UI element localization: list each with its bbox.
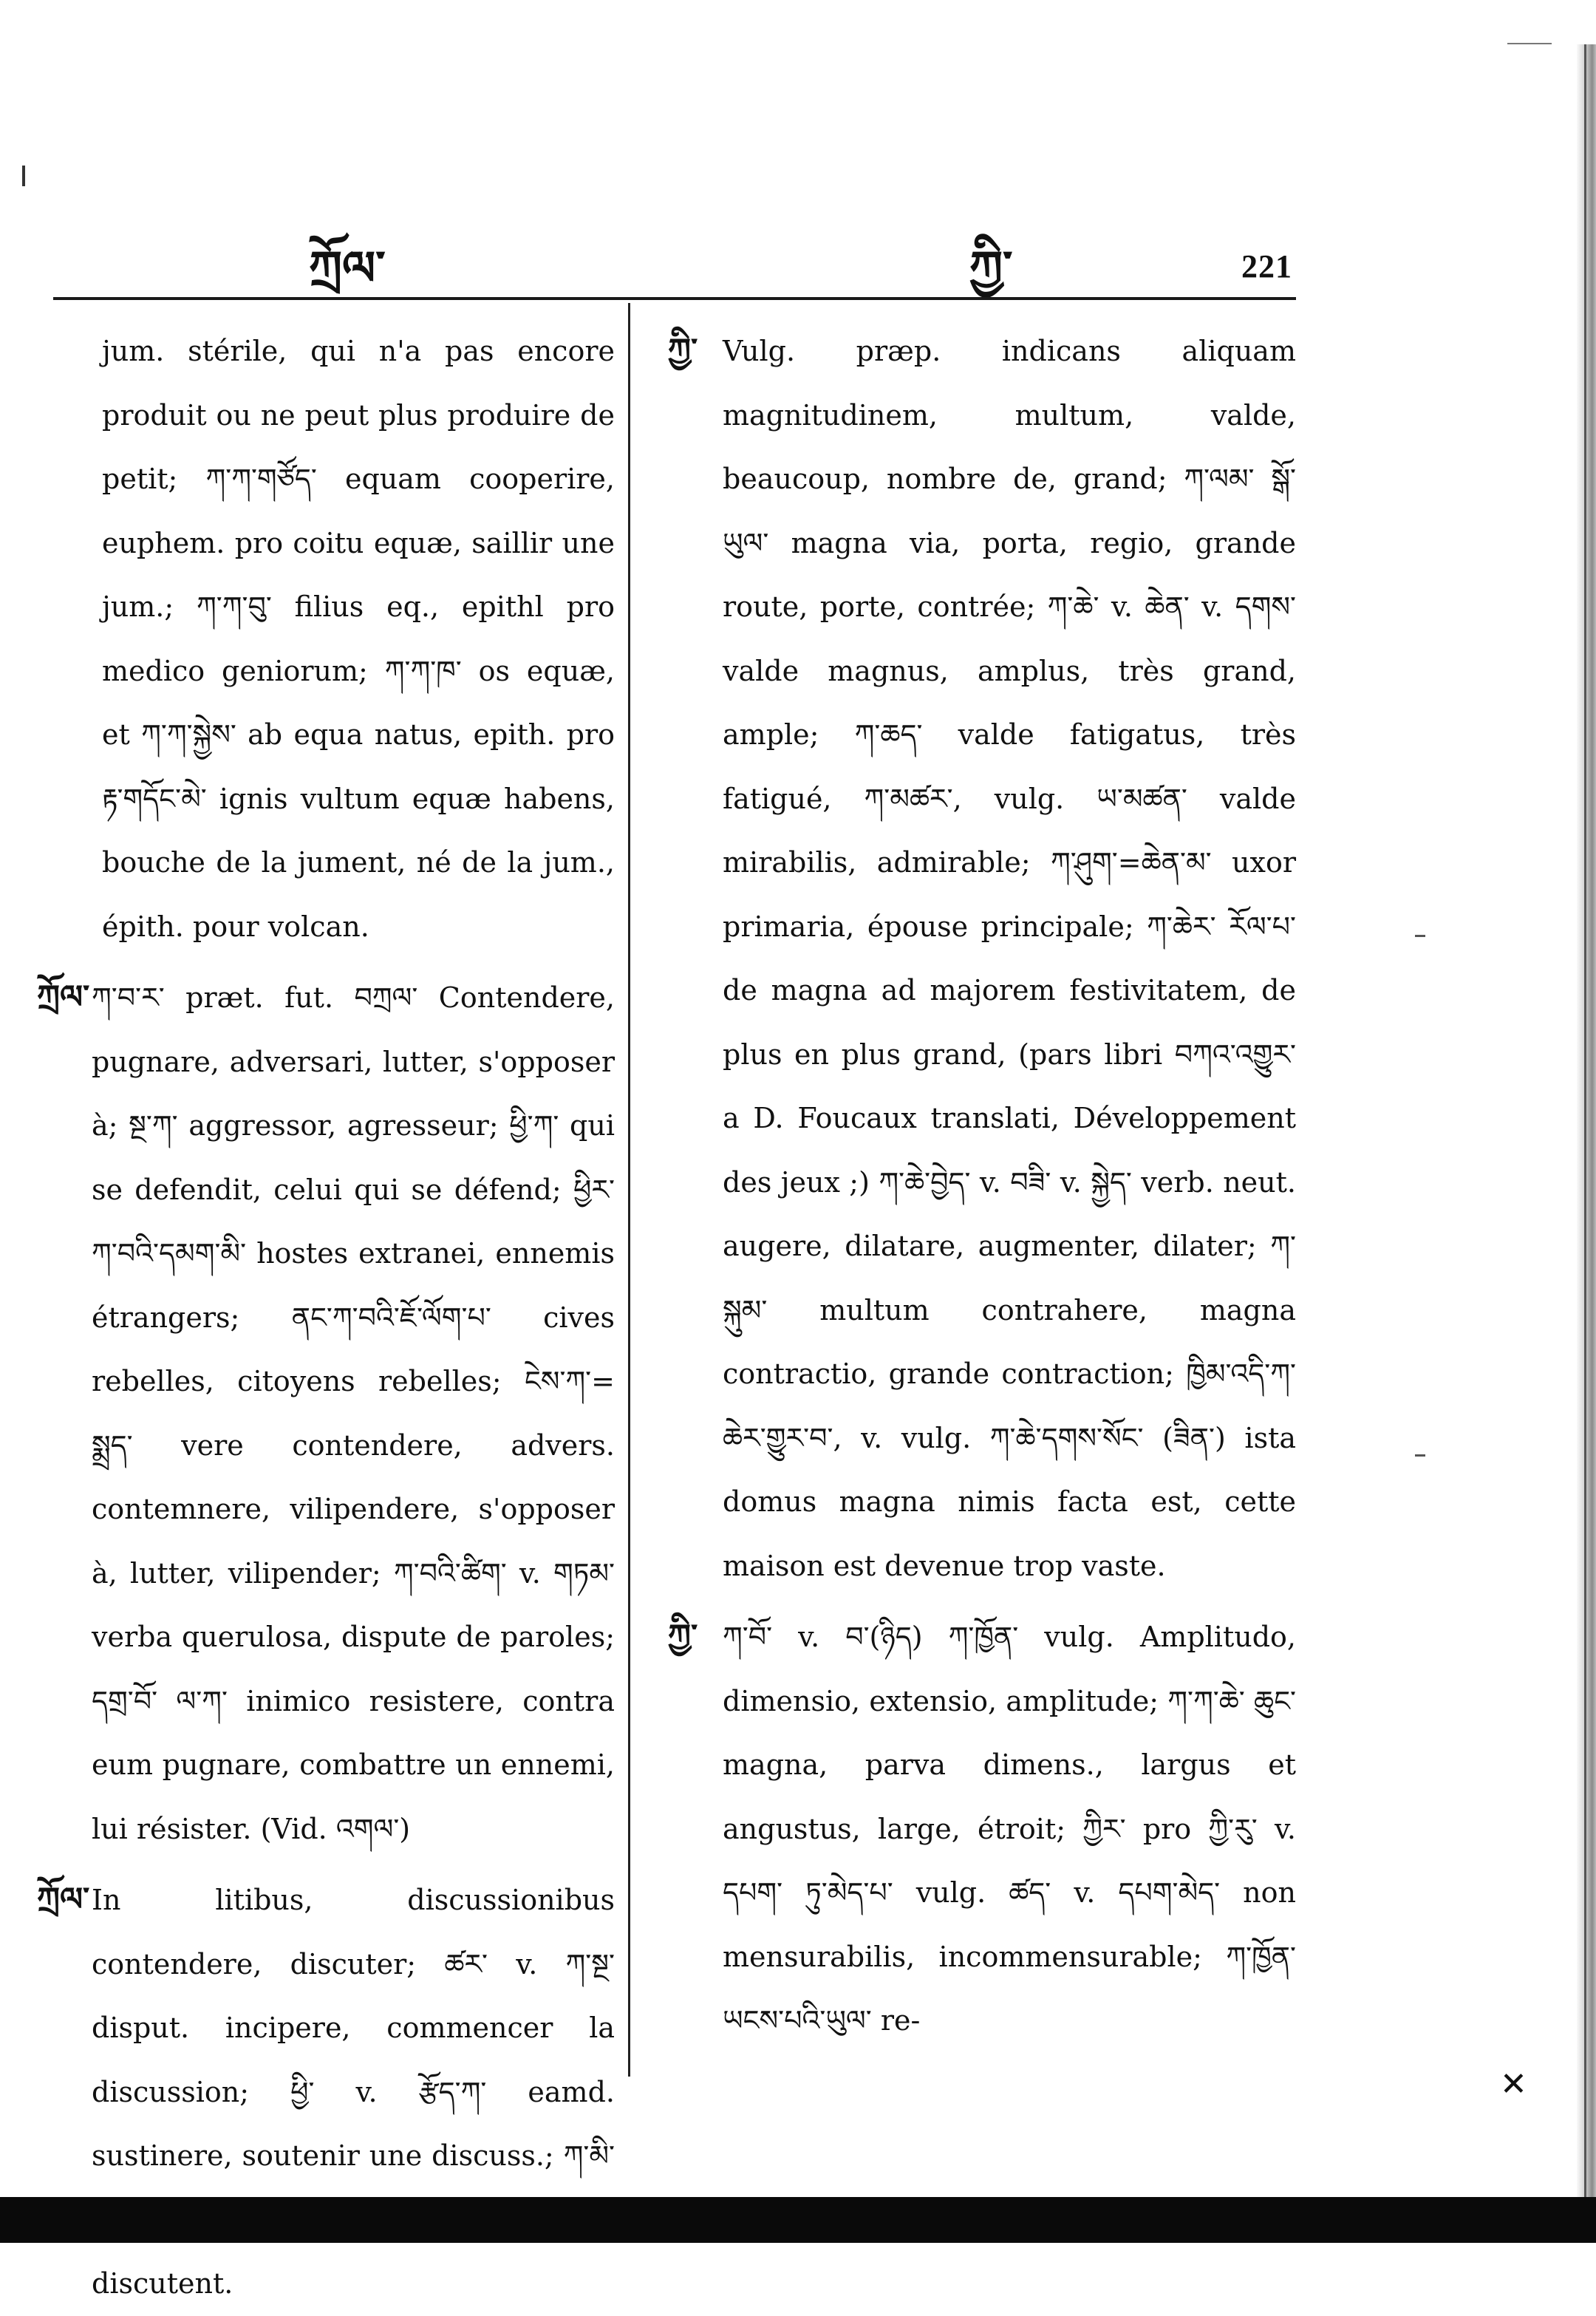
entry-text: Vulg. præp. indicans aliquam magnitudinem, multum, valde, beaucoup, nombre de, grand; ཀ་ལམ་ སྒོ་ ཡུལ་ magna via, porta, regio, grande route, porte, contrée; ཀ་ཆེ་ v. ཆེན་ v. དགས་ valde magnus, amplus, très grand, ample; ཀ་ཆད་ valde fatigatus, très fatigué, ཀ་མཚར་, vulg. ཡ་མཚན་ valde mirabilis, admirable; ཀ་ཤུག་=ཆེན་མ་ uxor primaria, épouse principale; ཀ་ཆེར་ རོལ་པ་ de magna ad majorem festivitatem, de plus en plus grand, (pars libri བཀའ་འགྱུར་ a D. Foucaux translati, Développement des jeux ;) ཀ་ཆེ་བྱེད་ v. བཟི་ v. སྐྱེད་ verb. neut. augere, dilatare, augmenter, dilater; ཀ་སྐུམ་ multum contrahere, magna contractio, grande contraction; ཁྱིམ་འདི་ཀ་ཆེར་གྱུར་བ་, v. vulg. ཀ་ཆེ་དགས་སོང་ (ཟིན་) ista domus magna nimis facta est, cette maison est devenue trop vaste. <box>723 335 1296 1582</box>
scan-speck <box>1415 935 1425 937</box>
entry-headword: ཀྲོལ་ <box>37 978 90 1016</box>
running-head-left: ཀྲོལ་ <box>309 242 386 296</box>
left-column <box>37 319 615 2316</box>
scan-margin-mark <box>22 166 25 186</box>
page-number: 221 <box>1241 248 1292 285</box>
dictionary-entry <box>668 1605 1296 2053</box>
scan-top-dash <box>1507 43 1552 44</box>
column-divider <box>628 303 630 2077</box>
dictionary-entry <box>37 1868 615 2316</box>
right-column <box>668 319 1296 2053</box>
entry-text: ཀ་བ་ར་ præt. fut. བཀྲལ་ Contendere, pugnare, adversari, lutter, s'opposer à; སྔ་ཀ་ aggressor, agresseur; ཕྱི་ཀ་ qui se defendit, celui qui se défend; ཕྱིར་ཀ་བའི་དམག་མི་ hostes extranei, ennemis étrangers; ནང་ཀ་བའི་ཇོ་ལོག་པ་ cives rebelles, citoyens rebelles; ངེས་ཀ་= སྨྲད་ vere contendere, advers. contemnere, vilipendere, s'opposer à, lutter, vilipender; ཀ་བའི་ཚིག་ v. གཏམ་ verba querulosa, dispute de paroles; དགྲ་བོ་ ལ་ཀ་ inimico resistere, contra eum pugnare, combattre un ennemi, lui résister. (Vid. འགལ་) <box>92 981 615 1845</box>
scan-bottom-band <box>0 2197 1596 2243</box>
entry-text: In litibus, discussionibus contendere, discuter; ཚར་ v. ཀ་སྔ་ disput. incipere, commencer la discussion; ཕྱི་ v. རྩོད་ཀ་ eamd. sustinere, soutenir une discuss.; ཀ་མི་ discutent. <box>92 1884 615 2300</box>
dictionary-entry <box>37 966 615 1861</box>
header-rule <box>53 297 1296 300</box>
corner-mark: ✕ <box>1500 2065 1527 2103</box>
dictionary-entry <box>50 319 615 958</box>
entry-headword: ཀྱི་ <box>668 1618 698 1655</box>
dictionary-entry <box>668 319 1296 1598</box>
running-head-center: ཀྱི་ <box>969 242 1013 296</box>
entry-headword: ཀྱི་ <box>668 332 698 369</box>
entry-headword: ཀྲོལ་ <box>37 1881 90 1918</box>
entry-text: jum. stérile, qui n'a pas encore produit ou ne peut plus produire de petit; ཀ་ཀ་གཙོད་ equam cooperire, euphem. pro coitu equæ, saillir une jum.; ཀ་ཀ་བུ་ filius eq., epithl pro medico geniorum; ཀ་ཀ་ཁ་ os equæ, et ཀ་ཀ་སྐྱེས་ ab equa natus, epith. pro རྟ་གདོང་མེ་ ignis vultum equæ habens, bouche de la jument, né de la jum., épith. pour volcan. <box>102 335 615 943</box>
scan-speck <box>1415 1454 1425 1457</box>
entry-text: ཀ་བོ་ v. བ་(ཉིད) ཀ་ཁྱོན་ vulg. Amplitudo, dimensio, extensio, amplitude; ཀ་ཀ་ཆེ་ ཆུང་ magna, parva dimens., largus et angustus, large, étroit; ཀྱིར་ pro ཀྱི་རུ་ v. དཔག་ ཏུ་མེད་པ་ vulg. ཚད་ v. དཔག་མེད་ non mensurabilis, incommensurable; ཀ་ཁྱོན་ཡངས་པའི་ཡུལ་ re- <box>723 1621 1296 2037</box>
page-binding-edge <box>1577 44 1596 2217</box>
